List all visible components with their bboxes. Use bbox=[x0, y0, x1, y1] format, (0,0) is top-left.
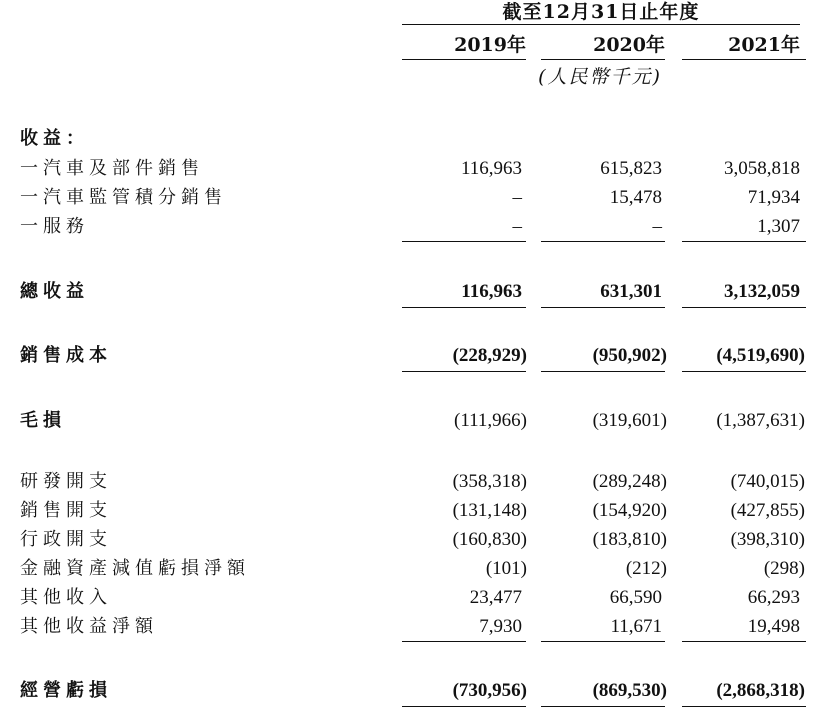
unit-label: (人民幣千元) bbox=[538, 66, 662, 88]
value-2020: (183,810) bbox=[592, 529, 667, 550]
value-2020: (289,248) bbox=[592, 471, 667, 492]
total-rule bbox=[402, 307, 526, 308]
value-2021: (740,015) bbox=[730, 471, 805, 492]
row-label: 一服務 bbox=[20, 216, 89, 237]
table-row bbox=[0, 555, 832, 583]
row-label: 研發開支 bbox=[20, 471, 112, 492]
value-2020: – bbox=[652, 216, 662, 237]
total-rule bbox=[541, 706, 665, 707]
value-2019: (160,830) bbox=[452, 529, 527, 550]
value-2021: (298) bbox=[763, 558, 805, 579]
value-2020: (319,601) bbox=[592, 410, 667, 431]
value-2019: (131,148) bbox=[452, 500, 527, 521]
row-label: 行政開支 bbox=[20, 529, 112, 550]
value-2021: (427,855) bbox=[730, 500, 805, 521]
subtotal-rule bbox=[402, 241, 526, 242]
year-2020-header: 2020年 bbox=[593, 34, 665, 56]
year-rule bbox=[682, 59, 806, 60]
value-2020: (212) bbox=[625, 558, 667, 579]
total-rule bbox=[682, 371, 806, 372]
value-2020: (869,530) bbox=[592, 680, 667, 701]
value-2020: 615,823 bbox=[600, 158, 662, 179]
value-2019: (101) bbox=[485, 558, 527, 579]
table-row bbox=[0, 155, 832, 183]
total-rule bbox=[402, 371, 526, 372]
value-2019: (358,318) bbox=[452, 471, 527, 492]
value-2020: 631,301 bbox=[600, 281, 662, 302]
value-2019: 116,963 bbox=[461, 281, 522, 302]
value-2020: 66,590 bbox=[609, 587, 662, 608]
total-rule bbox=[682, 706, 806, 707]
value-2021: 1,307 bbox=[757, 216, 800, 237]
year-rule bbox=[402, 59, 526, 60]
table-row bbox=[0, 468, 832, 496]
value-2019: 7,930 bbox=[479, 616, 522, 637]
total-rule bbox=[541, 371, 665, 372]
row-label: 收益： bbox=[20, 128, 89, 149]
period-rule bbox=[402, 24, 800, 25]
value-2020: (154,920) bbox=[592, 500, 667, 521]
total-rule bbox=[541, 307, 665, 308]
total-rule bbox=[402, 706, 526, 707]
subtotal-rule bbox=[682, 241, 806, 242]
table-row bbox=[0, 613, 832, 641]
row-label: 一汽車監管積分銷售 bbox=[20, 187, 227, 208]
year-2021-header: 2021年 bbox=[728, 34, 800, 56]
row-label: 金融資產減值虧損淨額 bbox=[20, 558, 250, 579]
row-label: 毛損 bbox=[20, 410, 66, 431]
subtotal-rule bbox=[682, 641, 806, 642]
value-2021: 66,293 bbox=[747, 587, 800, 608]
value-2021: (2,868,318) bbox=[716, 680, 805, 701]
table-row bbox=[0, 184, 832, 212]
row-label: 總收益 bbox=[20, 281, 89, 302]
row-label: 銷售開支 bbox=[20, 500, 112, 521]
value-2019: (111,966) bbox=[454, 410, 527, 431]
subtotal-rule bbox=[402, 641, 526, 642]
row-label: 經營虧損 bbox=[20, 680, 112, 701]
total-rule bbox=[682, 307, 806, 308]
value-2019: – bbox=[512, 187, 522, 208]
year-rule bbox=[541, 59, 665, 60]
table-row bbox=[0, 497, 832, 525]
table-row bbox=[0, 213, 832, 241]
value-2019: (730,956) bbox=[452, 680, 527, 701]
subtotal-rule bbox=[541, 641, 665, 642]
row-operating-loss bbox=[0, 677, 832, 705]
subtotal-rule bbox=[541, 241, 665, 242]
row-label: 其他收益淨額 bbox=[20, 616, 158, 637]
value-2021: (398,310) bbox=[730, 529, 805, 550]
value-2019: (228,929) bbox=[452, 345, 527, 366]
row-label: 一汽車及部件銷售 bbox=[20, 158, 204, 179]
row-total-revenue bbox=[0, 278, 832, 306]
value-2020: 15,478 bbox=[609, 187, 662, 208]
value-2019: 116,963 bbox=[460, 158, 522, 179]
table-row bbox=[0, 584, 832, 612]
value-2020: 11,671 bbox=[610, 616, 662, 637]
row-label: 其他收入 bbox=[20, 587, 112, 608]
table-row bbox=[0, 526, 832, 554]
value-2021: (4,519,690) bbox=[716, 345, 805, 366]
value-2021: (1,387,631) bbox=[716, 410, 805, 431]
value-2021: 3,132,059 bbox=[724, 281, 800, 302]
year-2019-header: 2019年 bbox=[454, 34, 526, 56]
row-revenue-heading bbox=[0, 125, 832, 153]
value-2021: 19,498 bbox=[747, 616, 800, 637]
period-header: 截至12月31日止年度 bbox=[502, 1, 700, 23]
value-2021: 71,934 bbox=[747, 187, 800, 208]
row-cost-of-sales bbox=[0, 342, 832, 370]
row-gross-loss bbox=[0, 407, 832, 435]
value-2020: (950,902) bbox=[592, 345, 667, 366]
row-label: 銷售成本 bbox=[20, 345, 112, 366]
value-2019: – bbox=[512, 216, 522, 237]
value-2021: 3,058,818 bbox=[724, 158, 800, 179]
value-2019: 23,477 bbox=[469, 587, 522, 608]
